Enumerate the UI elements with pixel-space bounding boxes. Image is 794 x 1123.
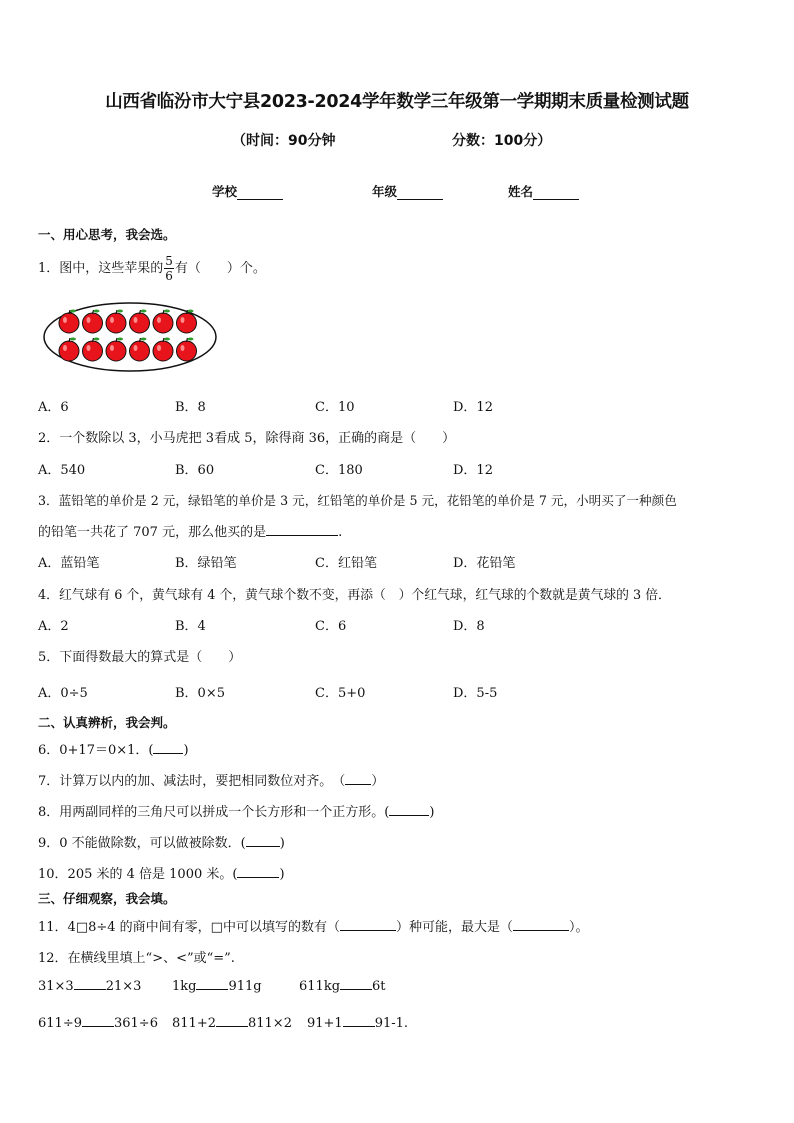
- apple-icon: [83, 310, 103, 334]
- q12-blank-2[interactable]: [196, 988, 228, 990]
- school-label: 学校: [212, 184, 238, 199]
- q8-answer-blank[interactable]: [389, 814, 429, 816]
- apple-icon: [130, 310, 150, 334]
- q3-option-d[interactable]: D．花铅笔: [453, 556, 516, 571]
- question-1-prefix: 1．图中，这些苹果的: [38, 261, 164, 276]
- q12-blank-1[interactable]: [74, 988, 106, 990]
- school-blank[interactable]: [237, 187, 283, 200]
- apple-icon: [106, 338, 126, 362]
- q12-blank-5[interactable]: [216, 1025, 248, 1027]
- apple-icon: [83, 338, 103, 362]
- question-5: 5．下面得数最大的算式是（ ）: [38, 650, 242, 665]
- question-10: 10．205 米的 4 倍是 1000 米。( ): [38, 867, 285, 882]
- grade-label: 年级: [372, 184, 398, 199]
- name-field: [508, 182, 579, 200]
- q11-count-blank[interactable]: [340, 929, 396, 931]
- q1-option-d[interactable]: D．12: [453, 400, 493, 415]
- q2-option-d[interactable]: D．12: [453, 463, 493, 478]
- question-4: 4．红气球有 6 个，黄气球有 4 个，黄气球个数不变，再添（ ）个红气球，红气球的个数就是黄气球的 3 倍．: [38, 588, 671, 603]
- q2-option-a[interactable]: A．540: [38, 463, 86, 478]
- q12-item-3: 611kg 6t: [299, 979, 386, 994]
- q12-item-1: 31×3 21×3: [38, 979, 142, 994]
- q12-item-4: 611÷9 361÷6: [38, 1016, 158, 1031]
- apple-group: [59, 310, 197, 362]
- exam-score: 分数：100分）: [452, 133, 552, 149]
- q12-item-5: 811+2 811×2: [172, 1016, 292, 1031]
- question-1-suffix: 有（ ）个。: [174, 261, 266, 276]
- question-3-line2: 的铅笔一共花了 707 元，那么他买的是 .: [38, 525, 343, 540]
- question-8: 8．用两副同样的三角尺可以拼成一个长方形和一个正方形。( ): [38, 805, 435, 820]
- question-6: 6．0+17＝0×1．( ): [38, 743, 189, 758]
- q6-answer-blank[interactable]: [153, 752, 183, 754]
- question-1: [38, 254, 266, 283]
- q4-option-d[interactable]: D．8: [453, 619, 485, 634]
- question-12: 12．在横线里填上“>、<”或“=”.: [38, 951, 235, 966]
- q3-option-a[interactable]: A．蓝铅笔: [38, 556, 100, 571]
- q3-answer-blank[interactable]: [266, 534, 338, 536]
- q5-option-b[interactable]: B．0×5: [175, 686, 225, 701]
- q5-option-a[interactable]: A．0÷5: [38, 686, 88, 701]
- q12-item-2: 1kg 911g: [172, 979, 262, 994]
- question-7: 7．计算万以内的加、减法时，要把相同数位对齐。 （ ）: [38, 774, 385, 789]
- school-field: [212, 182, 283, 200]
- apples-illustration: [42, 301, 218, 373]
- apple-icon: [153, 310, 173, 334]
- q4-option-c[interactable]: C．6: [315, 619, 347, 634]
- q9-answer-blank[interactable]: [246, 845, 280, 847]
- question-2: 2．一个数除以 3，小马虎把 3看成 5，除得商 36，正确的商是（ ）: [38, 431, 456, 446]
- q4-option-a[interactable]: A．2: [38, 619, 69, 634]
- q1-option-b[interactable]: B．8: [175, 400, 206, 415]
- fraction-five-sixths: $\frac{5}{6}$: [165, 254, 173, 283]
- question-11: 11．4□8÷4 的商中间有零，□中可以填写的数有（ ）种可能，最大是（ ）。: [38, 920, 589, 935]
- q5-option-c[interactable]: C．5+0: [315, 686, 366, 701]
- grade-blank[interactable]: [397, 187, 443, 200]
- section-heading-1: 一、用心思考，我会选。: [38, 227, 176, 242]
- q3-option-b[interactable]: B．绿铅笔: [175, 556, 237, 571]
- exam-time: （时间：90分钟: [232, 133, 336, 149]
- q12-blank-4[interactable]: [82, 1025, 114, 1027]
- q10-answer-blank[interactable]: [237, 876, 279, 878]
- q12-blank-6[interactable]: [343, 1025, 375, 1027]
- q1-option-a[interactable]: A．6: [38, 400, 69, 415]
- apple-icon: [130, 338, 150, 362]
- q3-option-c[interactable]: C．红铅笔: [315, 556, 377, 571]
- q4-option-b[interactable]: B．4: [175, 619, 206, 634]
- apple-icon: [59, 310, 79, 334]
- q1-option-c[interactable]: C．10: [315, 400, 355, 415]
- q7-answer-blank[interactable]: [345, 783, 371, 785]
- page-title: 山西省临汾市大宁县2023-2024学年数学三年级第一学期期末质量检测试题: [105, 92, 689, 112]
- apple-icon: [177, 338, 197, 362]
- q12-item-6: 91+1 91-1.: [307, 1016, 409, 1031]
- question-3-line1: 3．蓝铅笔的单价是 2 元，绿铅笔的单价是 3 元，红铅笔的单价是 5 元，花铅笔的单价是 7 元，小明买了一种颜色: [38, 493, 677, 508]
- q5-option-d[interactable]: D．5-5: [453, 686, 498, 701]
- section-heading-2: 二、认真辨析，我会判。: [38, 715, 176, 730]
- grade-field: [372, 182, 443, 200]
- question-9: 9．0 不能做除数，可以做被除数．( ): [38, 836, 285, 851]
- q12-blank-3[interactable]: [340, 988, 372, 990]
- q2-option-b[interactable]: B．60: [175, 463, 215, 478]
- name-label: 姓名: [508, 184, 534, 199]
- apple-icon: [106, 310, 126, 334]
- q11-max-blank[interactable]: [513, 929, 569, 931]
- section-heading-3: 三、仔细观察，我会填。: [38, 891, 176, 906]
- apple-icon: [153, 338, 173, 362]
- apple-icon: [59, 338, 79, 362]
- apple-icon: [177, 310, 197, 334]
- name-blank[interactable]: [533, 187, 579, 200]
- q2-option-c[interactable]: C．180: [315, 463, 363, 478]
